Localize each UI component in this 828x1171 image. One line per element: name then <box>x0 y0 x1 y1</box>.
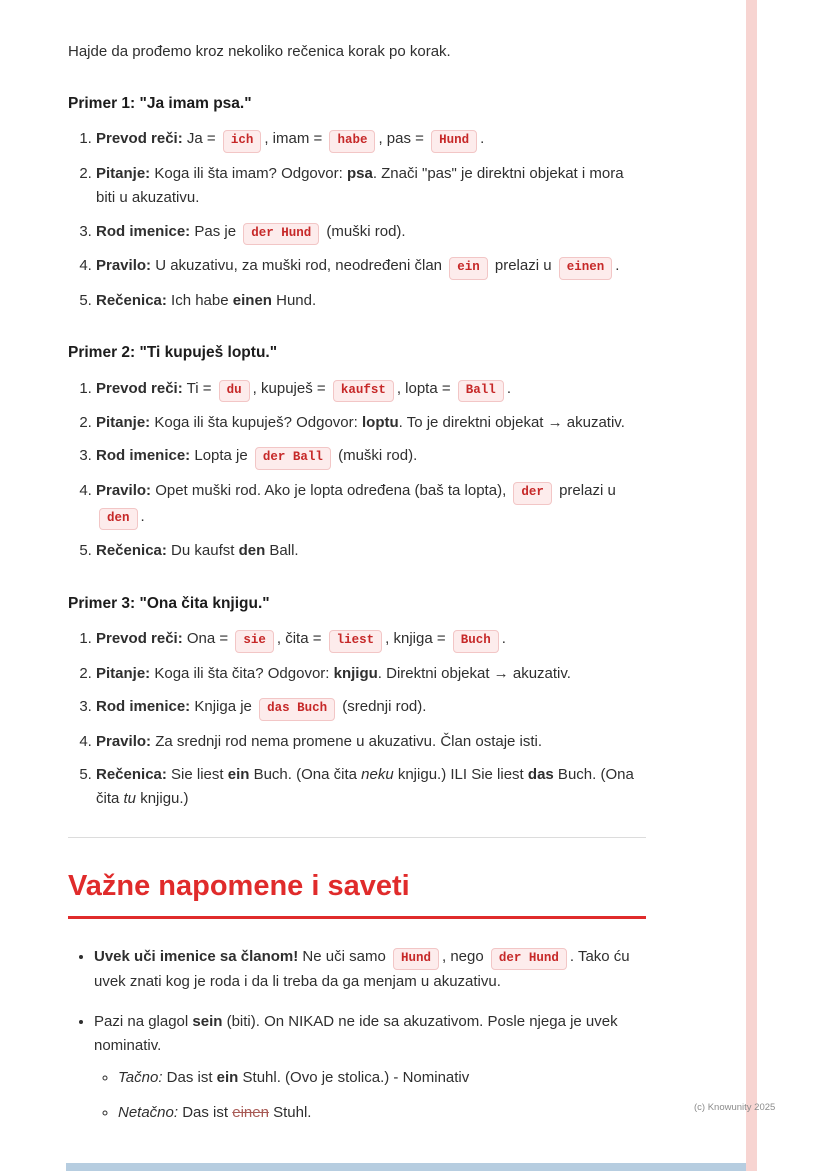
italic-text: Netačno: <box>118 1103 179 1121</box>
note-item: • Pazi na glagol sein (biti). On NIKAD ne ide sa akuzativom. Posle njega je uvek nominativ. ◦ Tačno: Das ist ein Stuhl. (Ovo je stolica.) - Nominativ ◦ Netačno: Das ist einen Stuhl. <box>94 1010 646 1125</box>
bold-text: Rečenica: <box>96 291 167 309</box>
section-divider <box>68 837 646 838</box>
bold-text: ein <box>227 765 250 783</box>
copyright-footer: (c) Knowunity 2025 <box>694 1102 776 1113</box>
code-chip: Buch <box>453 630 499 653</box>
bold-text: Pravilo: <box>96 732 152 750</box>
italic-text: tu <box>123 790 137 808</box>
bold-text: Prevod reči: <box>96 130 183 148</box>
example-step: 3. Rod imenice: Pas je der Hund (muški rod). <box>96 220 646 246</box>
note-subitems <box>94 1066 646 1125</box>
bold-text: Pravilo: <box>96 482 152 500</box>
example-step: 5. Rečenica: Du kaufst den Ball. <box>96 539 646 563</box>
bold-text: Rod imenice: <box>96 697 191 715</box>
bold-text: Rod imenice: <box>96 447 191 465</box>
code-chip: der Ball <box>255 447 331 470</box>
strikethrough-text: einen <box>232 1103 269 1121</box>
bold-text: Pitanje: <box>96 664 151 682</box>
next-page-top-strip <box>66 1163 746 1171</box>
code-chip: liest <box>329 630 383 653</box>
examples-section <box>68 94 646 811</box>
code-chip: das Buch <box>259 698 335 721</box>
example-step: 1. Prevod reči: Ona = sie , čita = liest , knjiga = Buch . <box>96 627 646 653</box>
bold-text: Rečenica: <box>96 765 167 783</box>
code-chip: habe <box>329 130 375 153</box>
bold-text: den <box>238 542 266 560</box>
example-title: Primer 3: "Ona čita knjigu." <box>68 594 270 612</box>
example-title: Primer 2: "Ti kupuješ loptu." <box>68 344 278 362</box>
example-step: 3. Rod imenice: Knjiga je das Buch (srednji rod). <box>96 695 646 721</box>
code-chip: Hund <box>431 130 477 153</box>
example-step: 4. Pravilo: Opet muški rod. Ako je lopta određena (baš ta lopta), der prelazi u den . <box>96 479 646 530</box>
code-chip: einen <box>559 257 613 280</box>
example-step: 4. Pravilo: U akuzativu, za muški rod, neodređeni član ein prelazi u einen . <box>96 254 646 280</box>
example-step: 5. Rečenica: Sie liest ein Buch. (Ona čita neku knjigu.) ILI Sie liest das Buch. (Ona čita tu knjigu.) <box>96 763 646 812</box>
example-step: 2. Pitanje: Koga ili šta imam? Odgovor: psa. Znači "pas" je direktni objekat i mora biti u akuzativu. <box>96 162 646 211</box>
bold-text: ein <box>216 1069 239 1087</box>
code-chip: sie <box>235 630 274 653</box>
bold-text: das <box>527 765 554 783</box>
bold-text: einen <box>232 291 272 309</box>
document-page <box>68 40 646 1140</box>
example-steps <box>68 627 646 811</box>
page-edge-strip <box>746 0 757 1171</box>
bold-text: Prevod reči: <box>96 379 183 397</box>
code-chip: ein <box>449 257 488 280</box>
example-steps <box>68 377 646 564</box>
notes-heading: Važne napomene i saveti <box>68 870 646 918</box>
example-step: 4. Pravilo: Za srednji rod nema promene u akuzativu. Član ostaje isti. <box>96 730 646 754</box>
example-step: 5. Rečenica: Ich habe einen Hund. <box>96 289 646 313</box>
note-subitem: ◦ Netačno: Das ist einen Stuhl. <box>118 1101 646 1125</box>
code-chip: ich <box>223 130 262 153</box>
example-title: Primer 1: "Ja imam psa." <box>68 95 252 112</box>
note-subitem: ◦ Tačno: Das ist ein Stuhl. (Ovo je stolica.) - Nominativ <box>118 1066 646 1090</box>
bold-text: Pitanje: <box>96 414 151 432</box>
code-chip: du <box>219 380 250 403</box>
bold-text: Uvek uči imenice sa članom! <box>94 947 299 965</box>
code-chip: der Hund <box>243 223 319 246</box>
code-chip: den <box>99 508 138 531</box>
bold-text: Pravilo: <box>96 257 152 275</box>
bold-text: knjigu <box>333 664 378 682</box>
notes-list <box>68 945 646 1125</box>
bold-text: Prevod reči: <box>96 629 183 647</box>
bold-text: loptu <box>361 414 399 432</box>
example-steps <box>68 127 646 313</box>
bold-text: Rečenica: <box>96 542 167 560</box>
example-step: 1. Prevod reči: Ja = ich , imam = habe , pas = Hund . <box>96 127 646 153</box>
example-step: 1. Prevod reči: Ti = du , kupuješ = kaufst , lopta = Ball . <box>96 377 646 403</box>
code-chip: der <box>513 482 552 505</box>
example-step: 2. Pitanje: Koga ili šta čita? Odgovor: knjigu. Direktni objekat → akuzativ. <box>96 662 646 686</box>
italic-text: neku <box>361 765 394 783</box>
italic-text: Tačno: <box>118 1069 163 1087</box>
example-step: 2. Pitanje: Koga ili šta kupuješ? Odgovor: loptu. To je direktni objekat → akuzativ. <box>96 411 646 435</box>
bold-text: psa <box>346 165 373 182</box>
bold-text: sein <box>192 1012 223 1030</box>
example-step: 3. Rod imenice: Lopta je der Ball (muški rod). <box>96 444 646 470</box>
bold-text: Rod imenice: <box>96 222 191 240</box>
bold-text: Pitanje: <box>96 165 151 182</box>
intro-paragraph: Hajde da prođemo kroz nekoliko rečenica korak po korak. <box>68 43 451 60</box>
note-item: • Uvek uči imenice sa članom! Ne uči samo Hund , nego der Hund . Tako ću uvek znati kog je roda i da li treba da ga menjam u akuzativu. <box>94 945 646 995</box>
code-chip: kaufst <box>333 380 394 403</box>
code-chip: der Hund <box>491 948 567 971</box>
code-chip: Ball <box>458 380 504 403</box>
code-chip: Hund <box>393 948 439 971</box>
